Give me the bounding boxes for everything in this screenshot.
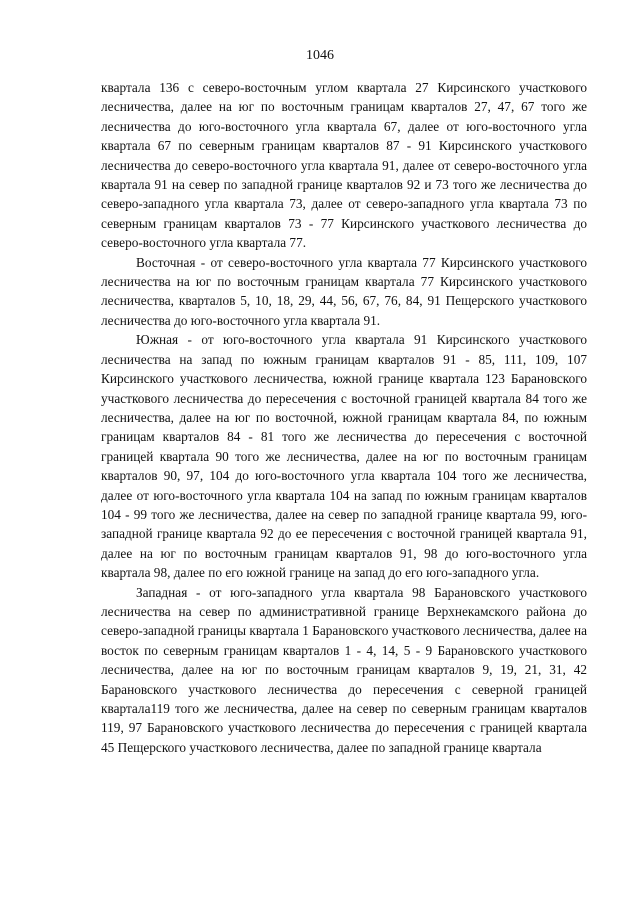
paragraph-southern-boundary: Южная - от юго-восточного угла квартала 91 Кирсинского участкового лесничества на запад по южным границам кварталов 91 - 85, 111, 109, 107 Кирсинского участкового лесничества, южной границе квартала 123 Барановского участкового лесничества до пересечения с восточной границей квартала 84 того же лесничества, далее на юг по восточной, южной границам квартала 84, по южным границам кварталов 84 - 81 того же лесничества до пересечения с восточной границей квартала 90 того же лесничества, далее на юг по восточным границам кварталов 90, 97, 104 до юго-восточного угла квартала 104 того же лесничества, далее от юго-восточного угла квартала 104 на запад по южным границам кварталов 104 - 99 того же лесничества, далее на север по западной границе квартала 99, юго-западной границе квартала 92 до ее пересечения с восточной границей квартала 91, далее на юг по восточным границам кварталов 91, 98 до юго-восточного угла квартала 98, далее по его южной границе на запад до его юго-западного угла. xyxy=(101,332,587,581)
document-body xyxy=(101,78,587,757)
paragraph-western-boundary: Западная - от юго-западного угла квартала 98 Барановского участкового лесничества на север по административной границе Верхнекамского района до северо-западной границы квартала 1 Барановского участкового лесничества, далее на восток по северным границам кварталов 1 - 4, 14, 5 - 9 Барановского участкового лесничества, далее на юг по восточным границам кварталов 9, 19, 21, 31, 42 Барановского участкового лесничества до пересечения с северной границей квартала119 того же лесничества, далее на север по северным границам кварталов 119, 97 Барановского участкового лесничества до пересечения с границей квартала 45 Пещерского участкового лесничества, далее по западной границе квартала xyxy=(101,584,587,755)
page-number: 1046 xyxy=(306,48,334,63)
paragraph-eastern-boundary: Восточная - от северо-восточного угла квартала 77 Кирсинского участкового лесничества на юг по восточным границам квартала 77 Кирсинского участкового лесничества, кварталов 5, 10, 18, 29, 44, 56, 67, 76, 84, 91 Пещерского участкового лесничества до юго-восточного угла квартала 91. xyxy=(101,254,587,328)
paragraph-northern-continuation: квартала 136 с северо-восточным углом квартала 27 Кирсинского участкового лесничества, далее на юг по восточным границам кварталов 27, 47, 67 того же лесничества до юго-восточного угла квартала 67, далее от юго-восточного угла квартала 67 по северным границам кварталов 87 - 91 Кирсинского участкового лесничества до северо-восточного угла квартала 91, далее от северо-восточного угла квартала 91 на север по западной границе кварталов 92 и 73 того же лесничества до северо-западного угла квартала 73, далее от северо-западного угла квартала 73 по северным границам кварталов 73 - 77 Кирсинского участкового лесничества до северо-восточного угла квартала 77. xyxy=(101,80,587,251)
